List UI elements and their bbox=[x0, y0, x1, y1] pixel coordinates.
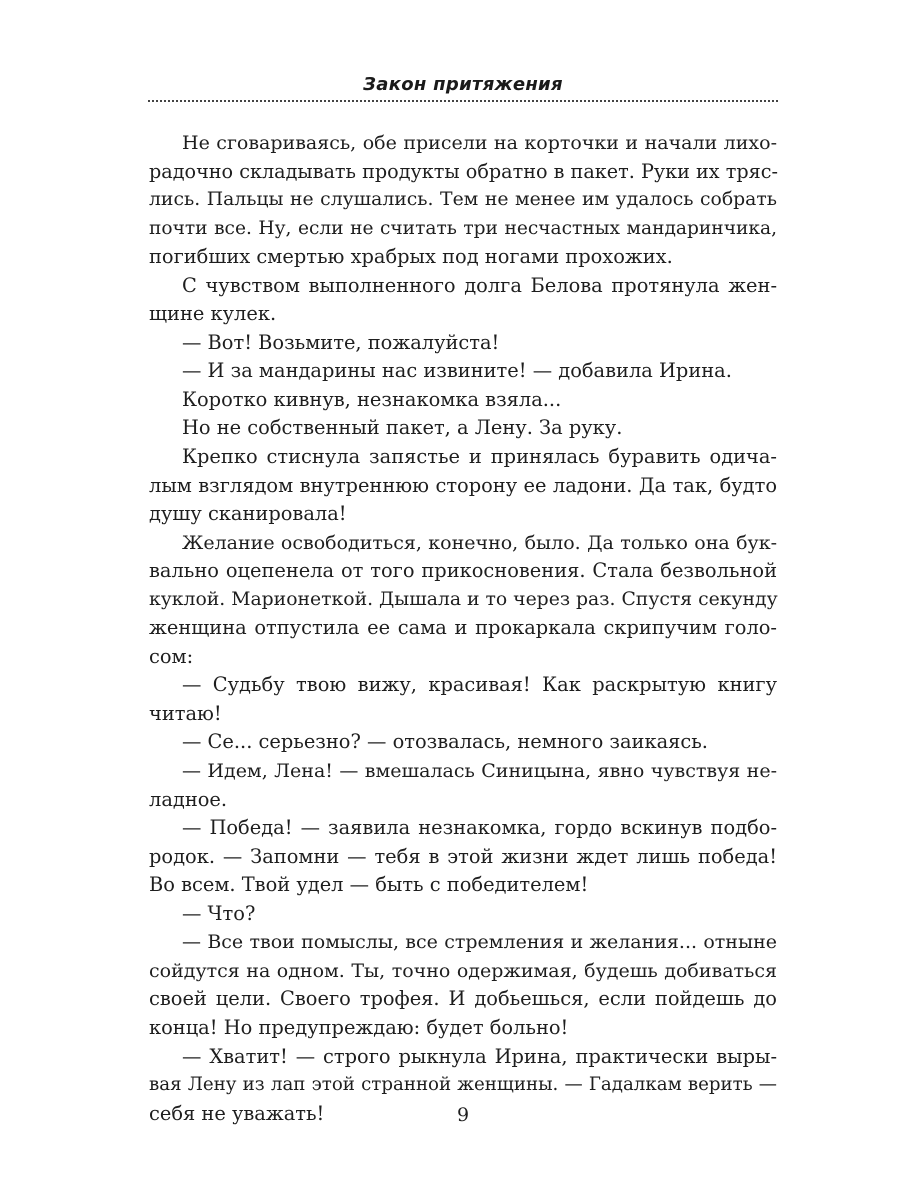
text-line: С чувством выполненного долга Белова протянула жен- bbox=[182, 273, 777, 297]
text-line: почти все. Ну, если не считать три несчастных мандаринчика, bbox=[149, 217, 777, 239]
text-line: душу сканировала! bbox=[149, 502, 347, 526]
text-line: сойдутся на одном. Ты, точно одержимая, будешь добиваться bbox=[149, 959, 777, 982]
text-line: — Хватит! — строго рыкнула Ирина, практически выры- bbox=[182, 1044, 777, 1068]
text-line: — Вот! Возьмите, пожалуйста! bbox=[182, 330, 500, 354]
text-line: щине кулек. bbox=[149, 302, 277, 326]
text-line: ладное. bbox=[149, 787, 228, 811]
text-line: куклой. Марионеткой. Дышала и то через раз. Спустя секунду bbox=[149, 588, 778, 610]
text-line: Но не собственный пакет, а Лену. За руку. bbox=[182, 416, 623, 440]
text-line: Крепко стиснула запястье и принялась буравить одича- bbox=[182, 445, 777, 469]
text-line: родок. — Запомни — тебя в этой жизни ждет лишь победа! bbox=[149, 844, 777, 868]
text-line: — Судьбу твою вижу, красивая! Как раскрытую книгу bbox=[182, 673, 777, 697]
page-number: 9 bbox=[456, 1104, 470, 1126]
text-line: радочно складывать продукты обратно в пакет. Руки их тряс- bbox=[149, 159, 778, 183]
text-line: конца! Но предупреждаю: будет больно! bbox=[149, 1015, 569, 1039]
text-line: лым взглядом внутреннюю сторону ее ладони. Да так, будто bbox=[149, 473, 777, 497]
text-line: Коротко кивнув, незнакомка взяла... bbox=[182, 387, 562, 411]
text-line: — И за мандарины нас извините! — добавила Ирина. bbox=[182, 359, 732, 383]
text-line: — Победа! — заявила незнакомка, гордо вскинув подбо- bbox=[182, 816, 777, 840]
text-line: вально оцепенела от того прикосновения. Стала безвольной bbox=[149, 559, 777, 583]
running-header-title: Закон притяжения bbox=[363, 74, 563, 95]
text-line: — Все твои помыслы, все стремления и желания... отныне bbox=[182, 931, 777, 954]
text-line: погибших смертью храбрых под ногами прохожих. bbox=[149, 245, 673, 269]
text-line: читаю! bbox=[149, 701, 222, 725]
text-line: — Что? bbox=[182, 901, 256, 925]
text-line: Желание освободиться, конечно, было. Да только она бук- bbox=[182, 531, 777, 554]
header-dotted-rule bbox=[148, 100, 778, 102]
text-line: — Се... серьезно? — отозвалась, немного заикаясь. bbox=[182, 730, 708, 754]
text-line: лись. Пальцы не слушались. Тем не менее им удалось собрать bbox=[149, 189, 777, 211]
text-line: сом: bbox=[149, 644, 194, 668]
body-text bbox=[149, 129, 777, 1128]
text-line: Не сговариваясь, обе присели на корточки и начали лихо- bbox=[182, 132, 777, 154]
text-line: вая Лену из лап этой странной женщины. — Гадалкам верить — bbox=[149, 1074, 777, 1096]
text-line: женщина отпустила ее сама и прокаркала скрипучим голо- bbox=[149, 616, 777, 640]
text-line: — Идем, Лена! — вмешалась Синицына, явно чувствуя не- bbox=[182, 760, 777, 783]
text-line: Во всем. Твой удел — быть с победителем! bbox=[149, 873, 589, 897]
text-line: своей цели. Своего трофея. И добьешься, если пойдешь до bbox=[149, 987, 777, 1011]
text-line: себя не уважать! bbox=[149, 1101, 325, 1125]
